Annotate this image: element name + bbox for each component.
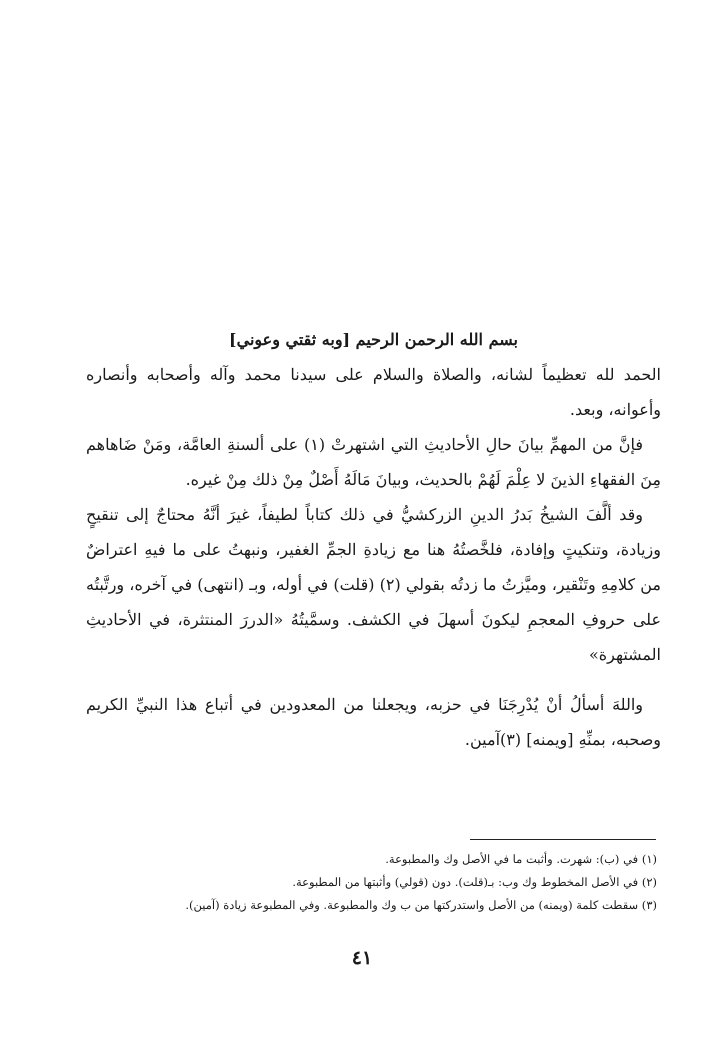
main-text [86, 322, 661, 757]
paragraph-supplication: واللهَ أسألُ أنْ يُدْرِجَنَا في حزبه، ويجعلنا من المعدودين في أتباع هذا النبيِّ الكريم وصحبه، بمنِّهِ [ويمنه] (٣)آمين. [86, 695, 661, 749]
footnote-2: (٢) في الأصل المخطوط وك وب: بـ(قلت). دون (قولي) وأثبتها من المطبوعة. [292, 875, 657, 889]
paragraph-praise: الحمد لله تعظيماً لشانه، والصلاة والسلام على سيدنا محمد وآله وأصحابه وأنصاره وأعوانه، وبعد. [86, 365, 661, 419]
footnotes [120, 848, 657, 917]
footnote-divider [470, 839, 656, 840]
paragraph-purpose: فإنَّ من المهمِّ بيانَ حالِ الأحاديثِ التي اشتهرتْ (١) على ألسنةِ العامَّة، ومَنْ ضَاهاهم مِنَ الفقهاءِ الذينَ لا عِلْمَ لَهُمْ بالحديث، وبيانَ مَالَهُ أَصْلٌ مِنْ ذلك مِنْ غيره. [86, 435, 661, 489]
footnote-3: (٣) سقطت كلمة (ويمنه) من الأصل واستدركتها من ب وك والمطبوعة. وفي المطبوعة زيادة (آمين). [185, 898, 657, 912]
page-number: ٤١ [351, 947, 373, 969]
paragraph-method: وقد ألَّفَ الشيخُ بَدرُ الدينِ الزركشيُّ في ذلك كتاباً لطيفاً، غيرَ أنَّهُ محتاجٌ إلى تنقيحٍ وزيادة، وتنكيتٍ وإفادة، فلخَّصتُهُ هنا مع زيادةِ الجمِّ الغفير، ونبهتُ على ما فيهِ اعتراضٌ من كلامِهِ وتَنْقير، وميَّزتُ ما زدتُه بقولي (٢) (قلت) في أوله، وبـ (انتهى) في آخره، ورتَّبتُه على حروفِ المعجمِ ليكونَ أسهلَ في الكشف. وسمَّيتُهُ «الدررَ المنتثرة، في الأحاديثِ المشتهرة» [86, 505, 662, 664]
basmala-heading: بسم الله الرحمن الرحيم [وبه ثقتي وعوني] [229, 330, 518, 349]
footnote-1: (١) في (ب): شهرت. وأثبت ما في الأصل وك والمطبوعة. [385, 852, 657, 866]
